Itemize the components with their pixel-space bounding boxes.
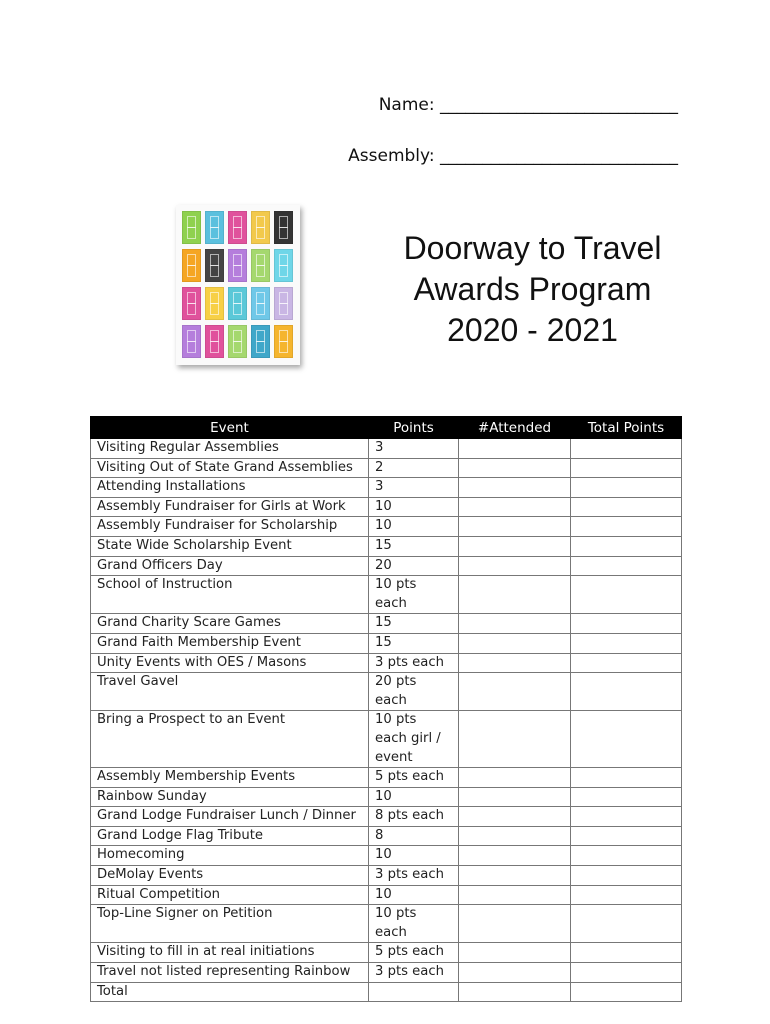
points-cell: 3 pts each [369, 963, 459, 983]
name-field-line: Name: ____________________________ [378, 95, 678, 115]
attended-cell[interactable] [459, 517, 571, 537]
points-cell: 10 pts each [369, 905, 459, 943]
points-cell: 10 [369, 885, 459, 905]
event-cell: Visiting Out of State Grand Assemblies [91, 458, 369, 478]
title-line-1: Doorway to Travel [403, 230, 662, 266]
event-cell: Grand Lodge Fundraiser Lunch / Dinner [91, 807, 369, 827]
total-points-cell[interactable] [571, 633, 682, 653]
total-points-cell[interactable] [571, 807, 682, 827]
event-cell: Rainbow Sunday [91, 787, 369, 807]
door-shape [228, 211, 247, 244]
table-row [91, 576, 682, 614]
door-shape [251, 325, 270, 358]
door-shape [228, 325, 247, 358]
door-shape [251, 287, 270, 320]
attended-cell[interactable] [459, 653, 571, 673]
table-row [91, 517, 682, 537]
points-cell: 10 [369, 846, 459, 866]
table-row [91, 614, 682, 634]
total-points-cell[interactable] [571, 673, 682, 711]
door-shape [274, 249, 293, 282]
total-points-cell[interactable] [571, 614, 682, 634]
total-points-cell[interactable] [571, 982, 682, 1002]
total-points-cell[interactable] [571, 536, 682, 556]
attended-cell[interactable] [459, 787, 571, 807]
attended-cell[interactable] [459, 478, 571, 498]
door-shape [182, 325, 201, 358]
points-cell: 3 pts each [369, 866, 459, 886]
points-cell: 15 [369, 536, 459, 556]
door-shape [274, 287, 293, 320]
attended-cell[interactable] [459, 458, 571, 478]
table-row [91, 633, 682, 653]
points-cell: 20 pts each [369, 673, 459, 711]
total-points-cell[interactable] [571, 478, 682, 498]
points-cell: 8 [369, 826, 459, 846]
table-row [91, 653, 682, 673]
assembly-field-line: Assembly: ____________________________ [348, 146, 678, 166]
attended-cell[interactable] [459, 807, 571, 827]
attended-cell[interactable] [459, 497, 571, 517]
event-cell: Attending Installations [91, 478, 369, 498]
event-cell: Homecoming [91, 846, 369, 866]
attended-cell[interactable] [459, 673, 571, 711]
attended-cell[interactable] [459, 633, 571, 653]
points-cell: 3 [369, 478, 459, 498]
points-cell: 3 pts each [369, 653, 459, 673]
door-shape [274, 325, 293, 358]
table-row [91, 536, 682, 556]
total-points-cell[interactable] [571, 905, 682, 943]
table-row [91, 478, 682, 498]
table-row [91, 846, 682, 866]
points-cell: 15 [369, 633, 459, 653]
table-row [91, 556, 682, 576]
points-cell: 10 [369, 787, 459, 807]
total-points-cell[interactable] [571, 846, 682, 866]
title-line-2: Awards Program [413, 271, 652, 307]
points-cell: 10 pts each girl / event [369, 711, 459, 768]
table-row [91, 982, 682, 1002]
event-cell: State Wide Scholarship Event [91, 536, 369, 556]
attended-cell[interactable] [459, 556, 571, 576]
door-shape [274, 211, 293, 244]
event-cell: Grand Officers Day [91, 556, 369, 576]
total-points-cell[interactable] [571, 787, 682, 807]
table-header-row [91, 417, 682, 439]
points-cell: 10 pts each [369, 576, 459, 614]
event-cell: Bring a Prospect to an Event [91, 711, 369, 768]
event-cell: Visiting to fill in at real initiations [91, 943, 369, 963]
event-cell: Assembly Fundraiser for Scholarship [91, 517, 369, 537]
title-line-3: 2020 - 2021 [447, 312, 618, 348]
attended-cell[interactable] [459, 536, 571, 556]
attended-cell[interactable] [459, 982, 571, 1002]
attended-cell[interactable] [459, 614, 571, 634]
event-cell: Top-Line Signer on Petition [91, 905, 369, 943]
attended-cell[interactable] [459, 768, 571, 788]
table-row [91, 807, 682, 827]
attended-cell[interactable] [459, 846, 571, 866]
total-points-cell[interactable] [571, 711, 682, 768]
event-cell: Travel Gavel [91, 673, 369, 711]
header-points: Points [369, 417, 459, 439]
door-shape [182, 249, 201, 282]
event-cell: Visiting Regular Assemblies [91, 439, 369, 459]
attended-cell[interactable] [459, 943, 571, 963]
table-row [91, 943, 682, 963]
total-points-cell[interactable] [571, 497, 682, 517]
event-cell: Assembly Membership Events [91, 768, 369, 788]
event-cell: School of Instruction [91, 576, 369, 614]
points-cell: 8 pts each [369, 807, 459, 827]
total-points-cell[interactable] [571, 866, 682, 886]
door-shape [251, 211, 270, 244]
door-shape [182, 287, 201, 320]
table-row [91, 458, 682, 478]
door-shape [182, 211, 201, 244]
total-points-cell[interactable] [571, 653, 682, 673]
event-cell: DeMolay Events [91, 866, 369, 886]
event-cell: Total [91, 982, 369, 1002]
attended-cell[interactable] [459, 711, 571, 768]
points-cell: 3 [369, 439, 459, 459]
event-cell: Unity Events with OES / Masons [91, 653, 369, 673]
total-points-cell[interactable] [571, 458, 682, 478]
total-points-cell[interactable] [571, 576, 682, 614]
page-title [395, 228, 670, 351]
table-row [91, 826, 682, 846]
total-points-cell[interactable] [571, 439, 682, 459]
table-row [91, 866, 682, 886]
header-event: Event [91, 417, 369, 439]
table-row [91, 963, 682, 983]
total-points-cell[interactable] [571, 885, 682, 905]
points-cell: 10 [369, 517, 459, 537]
attended-cell[interactable] [459, 866, 571, 886]
events-table [90, 416, 682, 1002]
total-points-cell[interactable] [571, 556, 682, 576]
event-cell: Grand Charity Scare Games [91, 614, 369, 634]
points-cell: 10 [369, 497, 459, 517]
table-row [91, 673, 682, 711]
attended-cell[interactable] [459, 905, 571, 943]
door-shape [228, 287, 247, 320]
attended-cell[interactable] [459, 576, 571, 614]
door-shape [251, 249, 270, 282]
event-cell: Assembly Fundraiser for Girls at Work [91, 497, 369, 517]
door-shape [228, 249, 247, 282]
event-cell: Grand Lodge Flag Tribute [91, 826, 369, 846]
table-row [91, 905, 682, 943]
event-cell: Ritual Competition [91, 885, 369, 905]
attended-cell[interactable] [459, 963, 571, 983]
table-row [91, 768, 682, 788]
points-cell [369, 982, 459, 1002]
total-points-cell[interactable] [571, 963, 682, 983]
door-shape [205, 287, 224, 320]
table-row [91, 787, 682, 807]
points-cell: 2 [369, 458, 459, 478]
door-shape [205, 211, 224, 244]
attended-cell[interactable] [459, 826, 571, 846]
points-cell: 5 pts each [369, 768, 459, 788]
header-total-points: Total Points [571, 417, 682, 439]
table-row [91, 711, 682, 768]
points-cell: 20 [369, 556, 459, 576]
door-shape [205, 249, 224, 282]
colorful-doors-icon [176, 205, 300, 365]
total-points-cell[interactable] [571, 517, 682, 537]
total-points-cell[interactable] [571, 943, 682, 963]
total-points-cell[interactable] [571, 768, 682, 788]
table-row [91, 439, 682, 459]
points-cell: 5 pts each [369, 943, 459, 963]
attended-cell[interactable] [459, 439, 571, 459]
table-row [91, 885, 682, 905]
attended-cell[interactable] [459, 885, 571, 905]
header-attended: #Attended [459, 417, 571, 439]
door-shape [205, 325, 224, 358]
points-cell: 15 [369, 614, 459, 634]
event-cell: Grand Faith Membership Event [91, 633, 369, 653]
table-row [91, 497, 682, 517]
event-cell: Travel not listed representing Rainbow [91, 963, 369, 983]
total-points-cell[interactable] [571, 826, 682, 846]
